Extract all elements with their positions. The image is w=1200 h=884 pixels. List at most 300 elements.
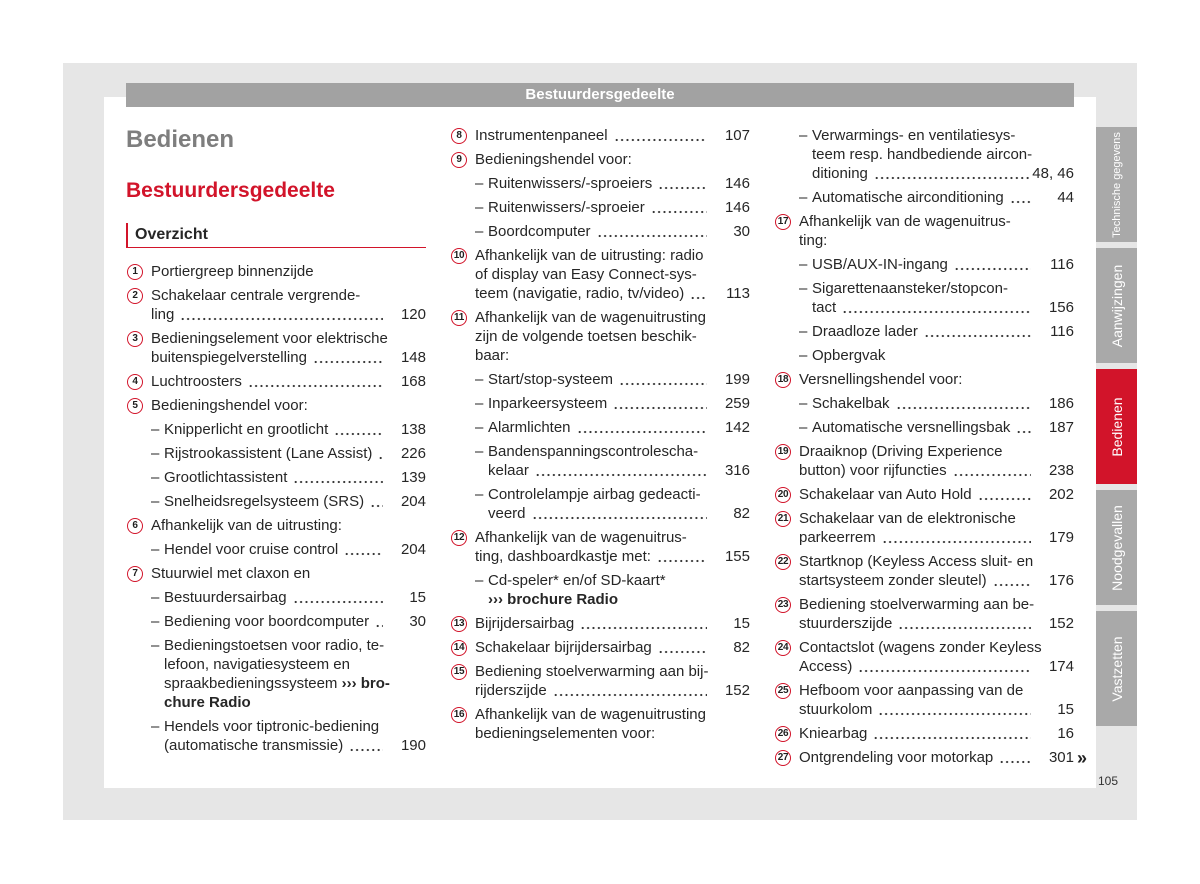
entry-line — [799, 638, 1074, 657]
entry-line — [475, 662, 750, 681]
legend-item-main — [450, 638, 750, 657]
callout-number-badge: 2 — [127, 288, 143, 304]
side-tabs — [1096, 127, 1137, 727]
entry-line — [812, 298, 1074, 317]
callout-number-badge: 16 — [451, 707, 467, 723]
legend-column-right — [774, 126, 1074, 767]
legend-item-11 — [450, 308, 750, 523]
leader-dots — [293, 468, 383, 487]
entry-text: Sigarettenaansteker/stopcon- — [812, 280, 1008, 297]
callout-number-badge: 27 — [775, 750, 791, 766]
dash-bullet: – — [151, 541, 160, 558]
entry-text: Bestuurdersairbag — [164, 589, 287, 606]
entry-text: Bedieningshendel voor: — [151, 397, 308, 414]
entry-text: Boordcomputer — [488, 223, 591, 240]
entry-text: Rijstrookassistent (Lane Assist) — [164, 445, 373, 462]
entry-text-part: spraakbedieningssysteem — [164, 675, 342, 692]
dash-bullet: – — [151, 421, 160, 438]
entry-text: ting, dashboardkastje met: — [475, 548, 651, 565]
section-header-title: Bestuurdersgedeelte — [525, 86, 675, 103]
entry-text: tact — [812, 299, 837, 316]
page-reference: 226 — [400, 445, 426, 462]
entry-line — [164, 612, 426, 631]
entry-text: Opbergvak — [812, 347, 886, 364]
entry-text: Luchtroosters — [151, 373, 242, 390]
page-reference: 186 — [1048, 395, 1074, 412]
entry-line — [488, 222, 750, 241]
page-reference: 138 — [400, 421, 426, 438]
callout-number-badge: 13 — [451, 616, 467, 632]
legend-sub-item — [450, 485, 750, 523]
dash-bullet: – — [799, 347, 808, 364]
legend-item-9 — [450, 150, 750, 241]
leader-dots — [349, 736, 383, 755]
entry-line — [488, 442, 750, 461]
entry-text: rijderszijde — [475, 682, 547, 699]
legend-sub-item — [450, 198, 750, 217]
entry-text: Afhankelijk van de uitrusting: — [151, 517, 342, 534]
entry-text: Hefboom voor aanpassing van de — [799, 682, 1024, 699]
legend-sub-item — [774, 322, 1074, 341]
callout-number-badge: 11 — [451, 310, 467, 326]
leader-dots — [878, 700, 1031, 719]
entry-line — [799, 748, 1074, 767]
callout-number-badge: 3 — [127, 331, 143, 347]
legend-item-main — [450, 705, 750, 743]
leader-dots — [999, 748, 1031, 767]
leader-dots — [180, 305, 383, 324]
callout-number-badge: 5 — [127, 398, 143, 414]
leader-dots — [532, 504, 707, 523]
legend-item-20 — [774, 485, 1074, 504]
entry-line — [799, 509, 1074, 528]
page-reference: 48, 46 — [1032, 165, 1074, 182]
legend-sub-item — [450, 571, 750, 609]
entry-text: Portiergreep binnenzijde — [151, 263, 314, 280]
legend-item-3 — [126, 329, 426, 367]
legend-item-27 — [774, 748, 1074, 767]
legend-sub-item — [450, 418, 750, 437]
entry-text: Ruitenwissers/-sproeier — [488, 199, 645, 216]
leader-dots — [597, 222, 707, 241]
entry-line — [475, 705, 750, 724]
side-tab-label: Aanwijzingen — [1108, 264, 1125, 347]
entry-line — [488, 174, 750, 193]
legend-item-main — [126, 372, 426, 391]
subsection-heading — [126, 223, 426, 248]
entry-line — [812, 164, 1074, 183]
entry-line — [475, 724, 750, 743]
side-tab-technische-gegevens — [1096, 127, 1137, 242]
legend-item-main — [450, 150, 750, 169]
legend-sub-item — [774, 279, 1074, 317]
dash-bullet: – — [799, 127, 808, 144]
leader-dots — [344, 540, 383, 559]
entry-text: Bediening voor boordcomputer — [164, 613, 370, 630]
legend-item-18 — [774, 370, 1074, 437]
page-reference: 259 — [724, 395, 750, 412]
side-tab-label: Technische gegevens — [1110, 131, 1123, 238]
callout-number-badge: 9 — [451, 152, 467, 168]
legend-item-main — [774, 724, 1074, 743]
page-reference: 156 — [1048, 299, 1074, 316]
leader-dots — [898, 614, 1031, 633]
entry-text: Snelheidsregelsysteem (SRS) — [164, 493, 365, 510]
page-reference: 16 — [1057, 725, 1074, 742]
legend-item-14 — [450, 638, 750, 657]
legend-item-main — [774, 485, 1074, 504]
callout-number-badge: 14 — [451, 640, 467, 656]
legend-item-main — [126, 329, 426, 367]
legend-item-17 — [774, 212, 1074, 365]
entry-line — [164, 674, 426, 693]
entry-text: Start/stop-systeem — [488, 371, 614, 388]
entry-line — [799, 724, 1074, 743]
leader-dots — [873, 724, 1031, 743]
page-reference: 148 — [400, 349, 426, 366]
leader-dots — [1010, 188, 1031, 207]
section-title: Bestuurdersgedeelte — [126, 179, 335, 202]
callout-number-badge: 6 — [127, 518, 143, 534]
entry-text: Automatische airconditioning — [812, 189, 1004, 206]
entry-line — [799, 370, 1074, 389]
legend-sub-item — [450, 442, 750, 480]
legend-item-main — [774, 442, 1074, 480]
entry-line — [799, 595, 1074, 614]
leader-dots — [334, 420, 383, 439]
entry-text: Controlelampje airbag gedeacti- — [488, 486, 701, 503]
page-reference: 120 — [400, 306, 426, 323]
entry-text: Contactslot (wagens zonder Keyless — [799, 639, 1042, 656]
legend-sub-item — [450, 174, 750, 193]
legend-item-10 — [450, 246, 750, 303]
entry-text: stuurkolom — [799, 701, 873, 718]
entry-line — [488, 485, 750, 504]
legend-sub-item — [126, 636, 426, 712]
entry-line — [164, 736, 426, 755]
callout-number-badge: 26 — [775, 726, 791, 742]
entry-line — [164, 693, 426, 712]
entry-line — [475, 346, 750, 365]
legend-sub-item — [774, 418, 1074, 437]
entry-text: Bedieningstoetsen voor radio, te- — [164, 637, 385, 654]
legend-sub-item — [126, 588, 426, 607]
legend-column-left — [126, 262, 426, 755]
entry-text: Afhankelijk van de wagenuitrus- — [799, 213, 1011, 230]
entry-text: Afhankelijk van de wagenuitrusting — [475, 706, 706, 723]
legend-sub-item — [450, 394, 750, 413]
legend-sub-item — [774, 126, 1074, 183]
legend-sub-item — [126, 420, 426, 439]
legend-item-main — [126, 564, 426, 583]
callout-number-badge: 8 — [451, 128, 467, 144]
legend-item-main — [774, 212, 1074, 250]
entry-text: Schakelaar centrale vergrende- — [151, 287, 361, 304]
page-reference: 139 — [400, 469, 426, 486]
dash-bullet: – — [475, 443, 484, 460]
legend-sub-item — [126, 492, 426, 511]
dash-bullet: – — [475, 199, 484, 216]
legend-item-main — [126, 516, 426, 535]
entry-line — [488, 461, 750, 480]
leader-dots — [657, 547, 707, 566]
leader-dots — [953, 461, 1031, 480]
section-header-bar — [126, 83, 1074, 107]
leader-dots — [896, 394, 1031, 413]
legend-sub-item — [450, 222, 750, 241]
entry-line — [799, 571, 1074, 590]
page-reference: 146 — [724, 175, 750, 192]
entry-line — [151, 348, 426, 367]
page-reference: 15 — [1057, 701, 1074, 718]
entry-line — [812, 346, 1074, 365]
callout-number-badge: 22 — [775, 554, 791, 570]
leader-dots — [993, 571, 1031, 590]
entry-line — [475, 638, 750, 657]
entry-text: Inparkeersysteem — [488, 395, 608, 412]
entry-line — [812, 255, 1074, 274]
page-reference: 116 — [1050, 256, 1074, 273]
dash-bullet: – — [475, 395, 484, 412]
entry-text — [488, 590, 618, 609]
entry-line — [475, 327, 750, 346]
legend-item-25 — [774, 681, 1074, 719]
entry-line — [488, 394, 750, 413]
entry-text: Stuurwiel met claxon en — [151, 565, 311, 582]
entry-text: Cd-speler* en/of SD-kaart* — [488, 572, 666, 589]
entry-line — [475, 265, 750, 284]
entry-line — [812, 279, 1074, 298]
entry-text: Hendel voor cruise control — [164, 541, 339, 558]
callout-number-badge: 10 — [451, 248, 467, 264]
chapter-title: Bedienen — [126, 126, 235, 153]
entry-text: zijn de volgende toetsen beschik- — [475, 328, 697, 345]
entry-line — [488, 198, 750, 217]
entry-line — [475, 681, 750, 700]
leader-dots — [658, 638, 707, 657]
entry-text: stuurderszijde — [799, 615, 893, 632]
leader-dots — [375, 612, 383, 631]
entry-text: Draaiknop (Driving Experience — [799, 443, 1003, 460]
legend-sub-item — [126, 612, 426, 631]
legend-item-19 — [774, 442, 1074, 480]
page-reference: 316 — [724, 462, 750, 479]
legend-item-main — [774, 681, 1074, 719]
entry-line — [151, 286, 426, 305]
entry-text: Bijrijdersairbag — [475, 615, 575, 632]
legend-sub-item — [774, 188, 1074, 207]
leader-dots — [874, 164, 1029, 183]
legend-sub-item — [450, 370, 750, 389]
leader-dots — [651, 198, 707, 217]
dash-bullet: – — [475, 175, 484, 192]
entry-line — [799, 552, 1074, 571]
legend-sub-item — [126, 540, 426, 559]
leader-dots — [882, 528, 1031, 547]
page-reference: 82 — [733, 639, 750, 656]
dash-bullet: – — [151, 637, 160, 654]
entry-line — [475, 246, 750, 265]
legend-item-main — [774, 638, 1074, 676]
legend-sub-item — [774, 394, 1074, 413]
callout-number-badge: 4 — [127, 374, 143, 390]
entry-text: teem (navigatie, radio, tv/video) — [475, 285, 685, 302]
entry-line — [799, 231, 1074, 250]
leader-dots — [978, 485, 1031, 504]
legend-item-main — [774, 748, 1074, 767]
entry-text: Hendels voor tiptronic-bediening — [164, 718, 380, 735]
entry-line — [488, 418, 750, 437]
legend-item-16 — [450, 705, 750, 743]
legend-item-23 — [774, 595, 1074, 633]
dash-bullet: – — [799, 280, 808, 297]
page-reference: 152 — [724, 682, 750, 699]
entry-line — [812, 145, 1074, 164]
side-tab-label: Bedienen — [1108, 396, 1125, 457]
leader-dots — [378, 444, 383, 463]
brochure-reference: chure Radio — [164, 694, 251, 711]
entry-text: Draadloze lader — [812, 323, 918, 340]
leader-dots — [954, 255, 1031, 274]
legend-item-main — [450, 662, 750, 700]
legend-item-main — [126, 286, 426, 324]
entry-text: Startknop (Keyless Access sluit- en — [799, 553, 1034, 570]
legend-item-main — [774, 552, 1074, 590]
legend-item-15 — [450, 662, 750, 700]
leader-dots — [553, 681, 707, 700]
page-reference: 301 — [1048, 749, 1074, 766]
legend-column-middle — [450, 126, 750, 743]
legend-item-8 — [450, 126, 750, 145]
entry-text: of display van Easy Connect-sys- — [475, 266, 697, 283]
legend-item-main — [774, 370, 1074, 389]
page-reference: 152 — [1048, 615, 1074, 632]
continued-arrow-icon: » — [1077, 748, 1088, 768]
entry-line — [164, 420, 426, 439]
dash-bullet: – — [475, 223, 484, 240]
legend-sub-item — [774, 346, 1074, 365]
entry-line — [475, 150, 750, 169]
brochure-reference: ››› bro- — [341, 675, 390, 692]
legend-item-22 — [774, 552, 1074, 590]
legend-sub-item — [126, 717, 426, 755]
entry-text: Automatische versnellingsbak — [812, 419, 1011, 436]
entry-text: Verwarmings- en ventilatiesys- — [812, 127, 1016, 144]
legend-item-26 — [774, 724, 1074, 743]
page-reference: 176 — [1048, 572, 1074, 589]
page-reference: 199 — [724, 371, 750, 388]
entry-line — [799, 442, 1074, 461]
page-reference: 146 — [724, 199, 750, 216]
legend-item-main — [450, 308, 750, 365]
leader-dots — [619, 370, 707, 389]
callout-number-badge: 7 — [127, 566, 143, 582]
legend-sub-item — [774, 255, 1074, 274]
dash-bullet: – — [475, 419, 484, 436]
entry-text: Versnellingshendel voor: — [799, 371, 963, 388]
entry-line — [164, 655, 426, 674]
page-reference: 204 — [400, 493, 426, 510]
page-reference: 168 — [400, 373, 426, 390]
dash-bullet: – — [799, 395, 808, 412]
leader-dots — [577, 418, 707, 437]
entry-line — [799, 614, 1074, 633]
entry-line — [164, 636, 426, 655]
page-reference: 15 — [409, 589, 426, 606]
entry-text: Bediening stoelverwarming aan bij- — [475, 663, 709, 680]
entry-text: buitenspiegelverstelling — [151, 349, 307, 366]
page-reference: 116 — [1050, 323, 1074, 340]
entry-text: Ontgrendeling voor motorkap — [799, 749, 994, 766]
entry-line — [799, 657, 1074, 676]
legend-item-main — [774, 509, 1074, 547]
page-reference: 238 — [1048, 462, 1074, 479]
entry-text: Grootlichtassistent — [164, 469, 288, 486]
entry-text: Bandenspanningscontrolescha- — [488, 443, 699, 460]
dash-bullet: – — [151, 469, 160, 486]
leader-dots — [858, 657, 1031, 676]
legend-item-continued — [774, 126, 1074, 207]
leader-dots — [248, 372, 383, 391]
entry-line — [151, 329, 426, 348]
entry-line — [475, 308, 750, 327]
legend-item-main — [126, 262, 426, 281]
legend-item-main — [126, 396, 426, 415]
entry-text — [164, 674, 390, 693]
page-reference: 142 — [724, 419, 750, 436]
page-reference: 30 — [409, 613, 426, 630]
leader-dots — [580, 614, 707, 633]
entry-line — [488, 370, 750, 389]
entry-line — [799, 485, 1074, 504]
callout-number-badge: 15 — [451, 664, 467, 680]
legend-item-5 — [126, 396, 426, 511]
entry-text: teem resp. handbediende aircon- — [812, 146, 1033, 163]
entry-line — [488, 571, 750, 590]
callout-number-badge: 25 — [775, 683, 791, 699]
legend-item-main — [450, 126, 750, 145]
entry-text: Schakelbak — [812, 395, 890, 412]
entry-text: Schakelaar bijrijdersairbag — [475, 639, 652, 656]
legend-item-main — [450, 528, 750, 566]
entry-text: ting: — [799, 232, 828, 249]
page-reference: 174 — [1048, 658, 1074, 675]
page-reference: 190 — [400, 737, 426, 754]
leader-dots — [535, 461, 707, 480]
dash-bullet: – — [151, 718, 160, 735]
entry-line — [164, 492, 426, 511]
leader-dots — [313, 348, 383, 367]
entry-line — [164, 444, 426, 463]
entry-text: ling — [151, 306, 175, 323]
entry-text: parkeerrem — [799, 529, 876, 546]
entry-text: Access) — [799, 658, 853, 675]
entry-text: kelaar — [488, 462, 529, 479]
entry-text: ditioning — [812, 165, 868, 182]
legend-sub-item — [126, 444, 426, 463]
entry-line — [475, 528, 750, 547]
entry-line — [151, 262, 426, 281]
entry-line — [488, 504, 750, 523]
dash-bullet: – — [475, 572, 484, 589]
subsection-title: Overzicht — [135, 226, 208, 243]
dash-bullet: – — [151, 613, 160, 630]
dash-bullet: – — [475, 486, 484, 503]
entry-text: USB/AUX-IN-ingang — [812, 256, 948, 273]
entry-text: Afhankelijk van de wagenuitrus- — [475, 529, 687, 546]
entry-text: button) voor rijfuncties — [799, 462, 947, 479]
entry-line — [799, 700, 1074, 719]
